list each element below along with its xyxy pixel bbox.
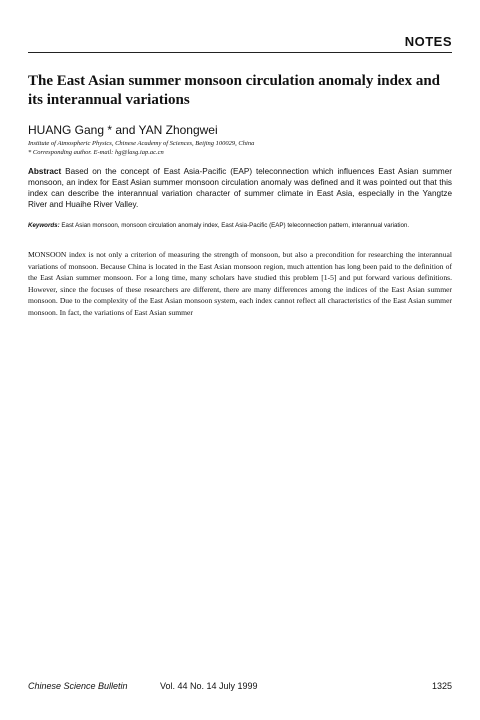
- abstract: [28, 166, 452, 210]
- abstract-label: Abstract: [28, 167, 62, 176]
- affiliation-block: [28, 139, 452, 157]
- keywords: [28, 221, 452, 230]
- header-rule: [28, 52, 452, 53]
- article-authors: HUANG Gang * and YAN Zhongwei: [28, 123, 218, 137]
- affiliation: Institute of Atmospheric Physics, Chinese Academy of Sciences, Beijing 100029, China: [28, 140, 255, 147]
- page-footer: [28, 681, 452, 691]
- article-title: The East Asian summer monsoon circulation anomaly index and its interannual variations: [28, 73, 441, 108]
- section-label: NOTES: [404, 34, 452, 49]
- keywords-text: East Asian monsoon, monsoon circulation anomaly index, East Asia-Pacific (EAP) teleconnection pattern, interannual variation.: [61, 222, 410, 229]
- page-number: 1325: [431, 681, 452, 691]
- volume-info: Vol. 44 No. 14 July 1999: [160, 681, 258, 691]
- corresponding-author: * Corresponding author. E-mail: hg@lasg.iap.ac.cn: [28, 149, 164, 156]
- keywords-label: Keywords:: [28, 222, 60, 229]
- body-paragraph: MONSOON index is not only a criterion of measuring the strength of monsoon, but also a precondition for researching the interannual variations of monsoon. Because China is located in the East Asian monsoon region, much attention has long been paid to the definition of the East Asian summer monsoon. For a long time, many scholars have studied this problem [1-5] and put forward various definitions. However, since the focuses of these researchers are different, there are many differences among the indices of the East Asian summer monsoon. Due to the complexity of the East Asian monsoon system, each index cannot reflect all characteristics of the East Asian summer monsoon. In fact, the variations of East Asian summer: [28, 250, 452, 317]
- abstract-text: Based on the concept of East Asia-Pacific (EAP) teleconnection which influences East Asian summer monsoon, an index for East Asian summer monsoon circulation anomaly was defined and it was pointed out that this index can describe the interannual variation character of summer climate in East Asia, especially in the Yangtze River and Huaihe River Valley.: [28, 167, 452, 209]
- journal-name: Chinese Science Bulletin: [28, 681, 128, 691]
